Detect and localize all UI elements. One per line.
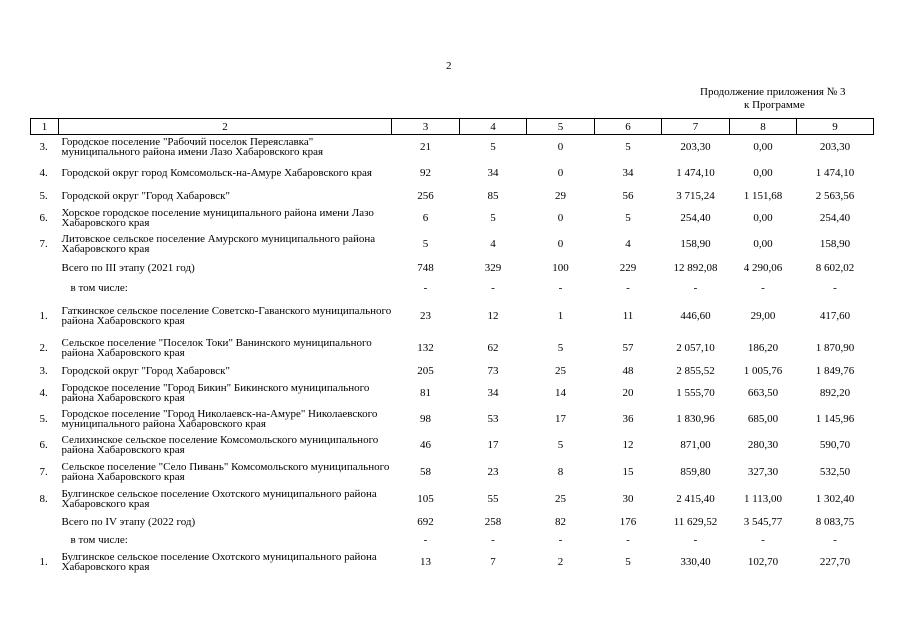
municipality-name: Всего по IV этапу (2022 год) xyxy=(61,515,196,528)
cell-col-8: - xyxy=(761,533,765,546)
cell-col-3: 205 xyxy=(417,364,434,377)
cell-col-8: 4 290,06 xyxy=(743,261,783,274)
cell-col-7: 3 715,24 xyxy=(676,189,715,202)
cell-col-3: 58 xyxy=(420,466,431,478)
cell-col-4: 34 xyxy=(487,386,499,399)
row-number xyxy=(31,513,59,531)
cell-col-6: 4 xyxy=(625,237,631,250)
continuation-line-2: к Программе xyxy=(744,99,805,111)
row-number: 5. xyxy=(39,189,48,202)
continuation-line-1: Продолжение приложения № 3 xyxy=(700,86,846,98)
cell-col-9: 1 302,40 xyxy=(815,493,855,505)
cell-col-3: 5 xyxy=(422,237,429,250)
cell-col-6: 5 xyxy=(625,211,631,224)
cell-col-6: 57 xyxy=(622,342,634,354)
cell-col-9: 532,50 xyxy=(819,466,851,478)
cell-col-4: 4 xyxy=(490,237,496,250)
cell-col-3: 256 xyxy=(417,189,434,202)
municipality-name: Городской округ "Город Хабаровск" xyxy=(61,189,231,202)
cell-col-7: 1 830,96 xyxy=(676,412,715,425)
row-number: 3. xyxy=(39,141,48,154)
cell-col-8: - xyxy=(761,281,765,294)
cell-col-9: 1 145,96 xyxy=(815,412,855,425)
cell-col-7: 2 057,10 xyxy=(676,342,715,354)
cell-col-6: 12 xyxy=(622,439,634,451)
header-col-7: 7 xyxy=(662,119,730,135)
table-row xyxy=(31,380,874,406)
header-col-6: 6 xyxy=(595,119,662,135)
municipality-name: в том числе: xyxy=(70,533,128,546)
municipality-name: Булгинское сельское поселение Охотского муниципального района Хабаровского края xyxy=(61,551,377,573)
including-row xyxy=(31,279,874,297)
cell-col-3: 692 xyxy=(417,515,434,528)
cell-col-8: 102,70 xyxy=(747,556,779,568)
cell-col-7: 12 892,08 xyxy=(673,261,718,274)
cell-col-5: 17 xyxy=(555,412,566,425)
cell-col-6: 176 xyxy=(619,515,637,528)
header-col-5: 5 xyxy=(527,119,595,135)
municipality-name: Городское поселение "Рабочий поселок Переяславка" муниципального района имени Лазо Хабаровского края xyxy=(61,136,324,159)
cell-col-7: 158,90 xyxy=(680,237,711,250)
cell-col-5: 5 xyxy=(557,439,564,451)
cell-col-9: 1 870,90 xyxy=(815,342,855,354)
cell-col-3: 92 xyxy=(420,167,431,179)
cell-col-5: 1 xyxy=(557,309,564,322)
cell-col-3: - xyxy=(423,533,428,546)
table-row xyxy=(31,160,874,187)
cell-col-4: - xyxy=(491,533,495,546)
table-row xyxy=(31,231,874,257)
municipality-name: Городской округ "Город Хабаровск" xyxy=(61,364,231,377)
cell-col-5: 0 xyxy=(557,237,564,250)
cell-col-7: 859,80 xyxy=(680,466,711,478)
cell-col-6: - xyxy=(626,281,630,294)
cell-col-9: 1 474,10 xyxy=(815,167,855,179)
cell-col-4: 55 xyxy=(487,493,499,505)
table-row xyxy=(31,135,874,160)
program-table xyxy=(30,118,874,576)
header-row xyxy=(31,119,874,135)
cell-col-6: 5 xyxy=(625,141,631,154)
cell-col-8: 0,00 xyxy=(753,141,773,154)
cell-col-9: 2 563,56 xyxy=(815,189,855,202)
table-row xyxy=(31,362,874,380)
table-row xyxy=(31,297,874,335)
cell-col-4: 7 xyxy=(490,556,496,568)
municipality-name: Булгинское сельское поселение Охотского муниципального района Хабаровского края xyxy=(61,488,377,510)
municipality-name: Сельское поселение "Село Пивань" Комсомольского муниципального района Хабаровского края xyxy=(61,461,390,483)
table-row xyxy=(31,335,874,362)
table-row xyxy=(31,406,874,432)
cell-col-8: 663,50 xyxy=(747,386,779,399)
cell-col-9: 203,30 xyxy=(819,141,851,154)
cell-col-7: 2 415,40 xyxy=(676,493,715,505)
cell-col-8: 3 545,77 xyxy=(743,515,783,528)
cell-col-3: 23 xyxy=(420,309,431,322)
cell-col-5: 0 xyxy=(557,141,564,154)
cell-col-6: - xyxy=(626,533,630,546)
cell-col-8: 186,20 xyxy=(747,342,779,354)
cell-col-5: 100 xyxy=(552,261,569,274)
cell-col-9: - xyxy=(833,281,837,294)
cell-col-4: 85 xyxy=(487,189,499,202)
municipality-name: Селихинское сельское поселение Комсомольского муниципального района Хабаровского края xyxy=(61,434,379,456)
row-number: 7. xyxy=(39,237,48,250)
cell-col-9: - xyxy=(833,533,837,546)
cell-col-6: 36 xyxy=(622,412,634,425)
cell-col-3: 81 xyxy=(420,386,431,399)
cell-col-9: 1 849,76 xyxy=(815,364,855,377)
cell-col-8: 0,00 xyxy=(753,211,773,224)
cell-col-5: - xyxy=(558,281,563,294)
cell-col-5: 0 xyxy=(557,167,564,179)
row-number: 2. xyxy=(39,342,48,354)
cell-col-6: 30 xyxy=(622,493,634,505)
cell-col-4: 12 xyxy=(487,309,499,322)
cell-col-9: 892,20 xyxy=(819,386,851,399)
cell-col-8: 280,30 xyxy=(747,439,779,451)
cell-col-9: 8 083,75 xyxy=(815,515,855,528)
cell-col-8: 0,00 xyxy=(753,237,773,250)
table-row xyxy=(31,549,874,576)
cell-col-8: 327,30 xyxy=(747,466,779,478)
header-col-8: 8 xyxy=(730,119,797,135)
municipality-name: Литовское сельское поселение Амурского муниципального района Хабаровского края xyxy=(61,232,376,255)
cell-col-4: 34 xyxy=(487,167,499,179)
row-number: 8. xyxy=(39,493,48,505)
cell-col-9: 8 602,02 xyxy=(815,261,855,274)
row-number: 4. xyxy=(39,386,48,399)
header-col-9: 9 xyxy=(797,119,874,135)
cell-col-7: 1 555,70 xyxy=(676,386,715,399)
cell-col-7: - xyxy=(693,281,698,294)
cell-col-5: 25 xyxy=(555,364,566,377)
cell-col-5: 25 xyxy=(555,493,566,505)
cell-col-9: 590,70 xyxy=(819,439,851,451)
cell-col-7: 203,30 xyxy=(680,141,711,154)
table-row xyxy=(31,486,874,513)
cell-col-3: 46 xyxy=(420,439,431,451)
cell-col-7: - xyxy=(693,533,698,546)
cell-col-4: 17 xyxy=(487,439,499,451)
including-row xyxy=(31,531,874,549)
row-number: 6. xyxy=(39,211,48,224)
row-number: 7. xyxy=(39,466,48,478)
subtotal-row xyxy=(31,257,874,279)
table-row xyxy=(31,432,874,459)
table-row xyxy=(31,187,874,205)
cell-col-3: 105 xyxy=(417,493,434,505)
cell-col-5: 8 xyxy=(557,466,564,478)
cell-col-4: 73 xyxy=(487,364,499,377)
row-number: 1. xyxy=(39,309,48,322)
cell-col-3: 21 xyxy=(420,141,431,154)
cell-col-6: 5 xyxy=(625,556,631,568)
row-number: 6. xyxy=(39,439,48,451)
cell-col-8: 1 113,00 xyxy=(743,493,783,505)
cell-col-6: 15 xyxy=(622,466,634,478)
table-row xyxy=(31,205,874,231)
municipality-name: Хорское городское поселение муниципального района имени Лазо Хабаровского края xyxy=(61,206,374,229)
cell-col-4: 5 xyxy=(490,141,496,154)
cell-col-8: 29,00 xyxy=(750,309,776,322)
cell-col-5: 5 xyxy=(557,342,564,354)
cell-col-8: 685,00 xyxy=(747,412,779,425)
cell-col-6: 34 xyxy=(622,167,634,179)
municipality-name: Городской округ город Комсомольск-на-Амуре Хабаровского края xyxy=(61,167,372,179)
page-number: 2 xyxy=(446,60,452,72)
cell-col-6: 48 xyxy=(622,364,634,377)
cell-col-3: 748 xyxy=(417,261,434,274)
cell-col-3: 98 xyxy=(420,412,431,425)
table-body xyxy=(31,135,874,576)
appendix-continuation-note xyxy=(700,86,880,112)
cell-col-3: - xyxy=(423,281,428,294)
municipality-name: Городское поселение "Город Бикин" Бикинского муниципального района Хабаровского края xyxy=(61,381,370,404)
cell-col-4: 258 xyxy=(484,515,502,528)
table-row xyxy=(31,459,874,486)
cell-col-6: 11 xyxy=(622,309,634,322)
cell-col-3: 6 xyxy=(422,211,429,224)
cell-col-7: 1 474,10 xyxy=(676,167,715,179)
header-col-4: 4 xyxy=(460,119,527,135)
cell-col-5: 0 xyxy=(557,211,564,224)
municipality-name: Гаткинское сельское поселение Советско-Гаванского муниципального района Хабаровского края xyxy=(61,304,392,327)
municipality-name: в том числе: xyxy=(70,281,128,294)
cell-col-8: 0,00 xyxy=(753,167,773,179)
cell-col-7: 11 629,52 xyxy=(673,515,718,528)
cell-col-9: 417,60 xyxy=(819,309,851,322)
cell-col-3: 13 xyxy=(420,556,431,568)
cell-col-4: 5 xyxy=(490,211,496,224)
header-col-3: 3 xyxy=(392,119,460,135)
cell-col-7: 330,40 xyxy=(680,556,711,568)
row-number: 4. xyxy=(39,167,48,179)
cell-col-5: 2 xyxy=(557,556,564,568)
cell-col-9: 254,40 xyxy=(819,211,851,224)
cell-col-9: 227,70 xyxy=(819,556,851,568)
row-number xyxy=(31,257,59,279)
row-number xyxy=(31,279,59,297)
row-number: 3. xyxy=(39,364,48,377)
cell-col-9: 158,90 xyxy=(819,237,851,250)
cell-col-5: 14 xyxy=(555,386,566,399)
cell-col-4: - xyxy=(491,281,495,294)
cell-col-8: 1 005,76 xyxy=(743,364,783,377)
cell-col-8: 1 151,68 xyxy=(743,189,783,202)
cell-col-4: 62 xyxy=(487,342,499,354)
cell-col-6: 56 xyxy=(622,189,634,202)
cell-col-7: 446,60 xyxy=(680,309,711,322)
cell-col-5: 82 xyxy=(555,515,566,528)
cell-col-4: 53 xyxy=(487,412,499,425)
municipality-name: Городское поселение "Город Николаевск-на-Амуре" Николаевского муниципального района Хабаровского края xyxy=(61,407,378,430)
row-number: 5. xyxy=(39,412,48,425)
subtotal-row xyxy=(31,513,874,531)
cell-col-5: - xyxy=(558,533,563,546)
cell-col-3: 132 xyxy=(417,342,434,354)
municipality-name: Всего по III этапу (2021 год) xyxy=(61,261,195,274)
cell-col-7: 871,00 xyxy=(680,439,711,451)
municipality-name: Сельское поселение "Поселок Токи" Ванинского муниципального района Хабаровского края xyxy=(61,337,372,359)
cell-col-4: 23 xyxy=(487,466,499,478)
cell-col-5: 29 xyxy=(555,189,566,202)
cell-col-7: 2 855,52 xyxy=(676,364,715,377)
cell-col-6: 20 xyxy=(622,386,634,399)
header-col-1: 1 xyxy=(31,119,59,135)
header-col-2: 2 xyxy=(59,119,392,135)
cell-col-6: 229 xyxy=(619,261,637,274)
row-number xyxy=(31,531,59,549)
row-number: 1. xyxy=(39,556,48,568)
cell-col-4: 329 xyxy=(484,261,502,274)
cell-col-7: 254,40 xyxy=(680,211,711,224)
